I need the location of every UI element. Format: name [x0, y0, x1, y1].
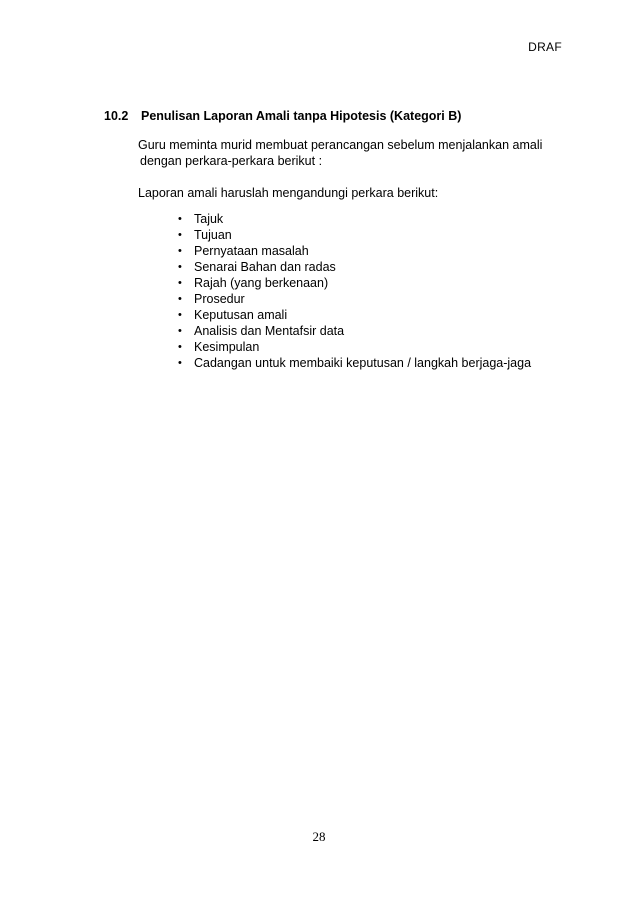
list-item — [178, 211, 564, 227]
report-items-list — [138, 211, 564, 371]
list-item — [178, 355, 564, 371]
lead-sentence: Laporan amali haruslah mengandungi perkara berikut: — [138, 186, 439, 200]
section-number: 10.2 — [104, 109, 129, 123]
list-item — [178, 291, 564, 307]
bullet-icon: • — [178, 277, 182, 289]
list-item — [178, 307, 564, 323]
draft-label: DRAF — [528, 40, 562, 54]
bullet-icon: • — [178, 261, 182, 273]
list-item — [178, 243, 564, 259]
list-item-text: Prosedur — [194, 292, 245, 306]
intro-paragraph — [138, 137, 564, 169]
list-item — [178, 227, 564, 243]
list-item-text: Tajuk — [194, 212, 224, 226]
section-title: Penulisan Laporan Amali tanpa Hipotesis (Kategori B) — [141, 109, 462, 123]
list-item — [178, 323, 564, 339]
bullet-icon: • — [178, 309, 182, 321]
list-item-text: Kesimpulan — [194, 340, 260, 354]
bullet-icon: • — [178, 293, 182, 305]
bullet-icon: • — [178, 325, 182, 337]
section-10-2 — [104, 108, 564, 371]
bullet-icon: • — [178, 213, 182, 225]
list-item-text: Rajah (yang berkenaan) — [194, 276, 329, 290]
list-item — [178, 259, 564, 275]
page-number: 28 — [312, 829, 326, 844]
section-heading — [104, 108, 564, 124]
list-item-text: Analisis dan Mentafsir data — [194, 324, 345, 338]
list-item-text: Keputusan amali — [194, 308, 288, 322]
bullet-icon: • — [178, 245, 182, 257]
list-item-text: Pernyataan masalah — [194, 244, 309, 258]
list-item — [178, 275, 564, 291]
section-body — [138, 137, 564, 371]
list-item-text: Tujuan — [194, 228, 232, 242]
bullet-icon: • — [178, 341, 182, 353]
list-item — [178, 339, 564, 355]
bullet-icon: • — [178, 357, 182, 369]
intro-line-1: Guru meminta murid membuat perancangan sebelum menjalankan amali — [138, 138, 543, 152]
intro-line-2: dengan perkara-perkara berikut : — [140, 154, 323, 168]
bullet-icon: • — [178, 229, 182, 241]
list-item-text: Cadangan untuk membaiki keputusan / langkah berjaga-jaga — [194, 356, 532, 370]
list-item-text: Senarai Bahan dan radas — [194, 260, 336, 274]
